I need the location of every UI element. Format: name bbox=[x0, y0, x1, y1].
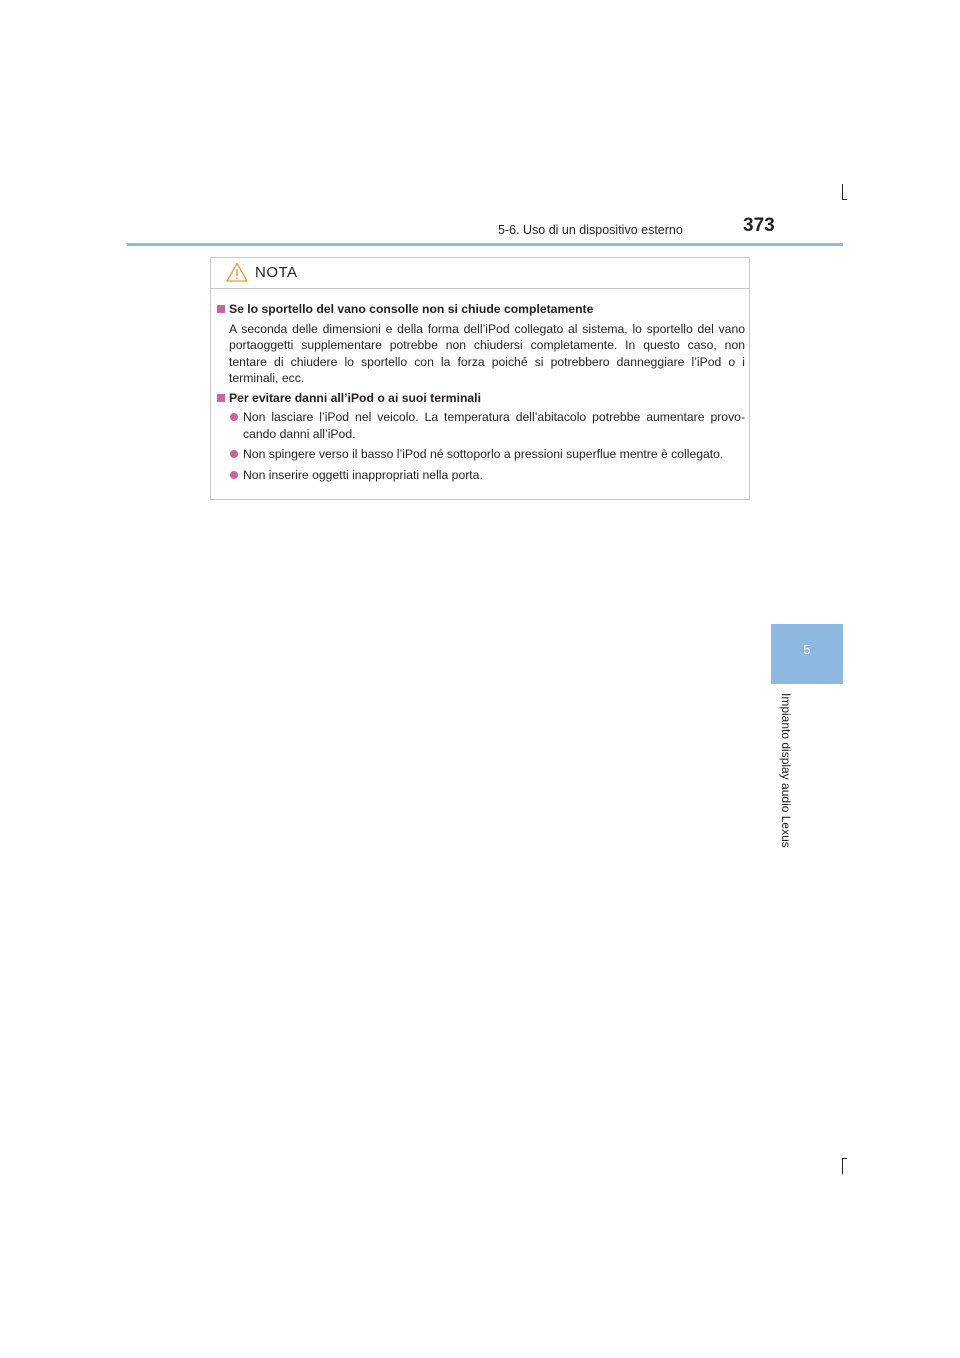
crop-mark-bottom-horizontal bbox=[842, 1158, 847, 1159]
warning-triangle-icon bbox=[226, 262, 248, 282]
page-number: 373 bbox=[743, 215, 775, 236]
chapter-title: Impianto display audio Lexus bbox=[779, 693, 793, 848]
nota-content bbox=[217, 301, 745, 487]
header-rule bbox=[127, 243, 843, 246]
chapter-tab bbox=[771, 624, 843, 684]
section-title: 5-6. Uso di un dispositivo esterno bbox=[498, 223, 683, 237]
crop-mark-top-vertical bbox=[842, 184, 843, 200]
square-bullet-icon bbox=[217, 394, 225, 402]
crop-mark-bottom-vertical bbox=[842, 1158, 843, 1174]
nota-title: NOTA bbox=[255, 264, 298, 281]
list-item bbox=[217, 409, 745, 442]
heading-text: Per evitare danni all’iPod o ai suoi terminali bbox=[229, 390, 481, 405]
list-item-text: Non spingere verso il basso l’iPod né sottoporlo a pressioni superflue mentre è collegato. bbox=[243, 447, 724, 461]
nota-box bbox=[210, 257, 750, 500]
square-bullet-icon bbox=[217, 305, 225, 313]
nota-heading-ipod-damage bbox=[217, 390, 745, 407]
nota-paragraph: A seconda delle dimensioni e della forma dell’iPod collegato al sistema, lo sportello del vano portaoggetti supplementare potrebbe non chiudersi completamente. In questo caso, non tentare di chiudere lo sportello con la forza poiché si potrebbero danneggiare l’iPod o i terminali, ecc. bbox=[229, 321, 745, 385]
list-item-text: Non lasciare l’iPod nel veicolo. La temperatura dell’abitacolo potrebbe aumentare provo-cando danni all’iPod. bbox=[243, 410, 745, 441]
chapter-number: 5 bbox=[803, 642, 811, 657]
circle-bullet-icon bbox=[230, 471, 238, 479]
circle-bullet-icon bbox=[230, 413, 238, 421]
list-item bbox=[217, 467, 745, 484]
heading-text: Se lo sportello del vano consolle non si chiude completamente bbox=[229, 302, 594, 316]
circle-bullet-icon bbox=[230, 450, 238, 458]
list-item bbox=[217, 446, 745, 463]
crop-mark-top-horizontal bbox=[842, 199, 847, 200]
nota-heading-console-door bbox=[217, 301, 745, 318]
chapter-side-label bbox=[778, 693, 808, 858]
nota-header bbox=[211, 258, 749, 289]
list-item-text: Non inserire oggetti inappropriati nella porta. bbox=[243, 467, 483, 482]
